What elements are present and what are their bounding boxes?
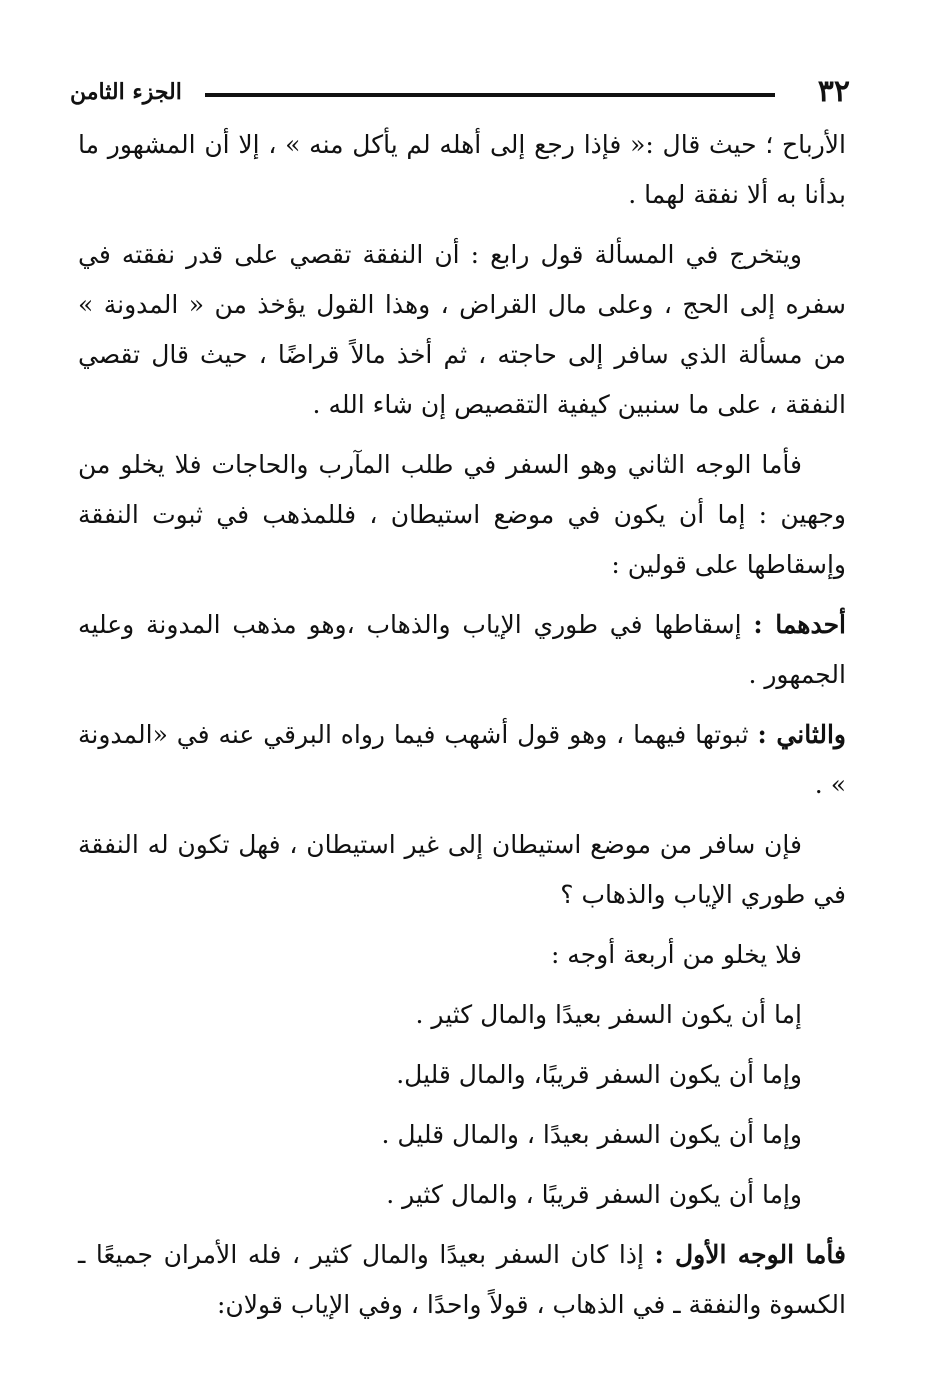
paragraph-text: ثبوتها فيهما ، وهو قول أشهب فيما رواه البرقي عنه في «المدونة » .	[78, 720, 846, 799]
paragraph-text: الأرباح ؛ حيث قال :« فإذا رجع إلى أهله لم يأكل منه » ، إلا أن المشهور ما بدأنا به ألا نفقة لهما .	[78, 130, 846, 209]
paragraph-text: فأما الوجه الثاني وهو السفر في طلب المآرب والحاجات فلا يخلو من وجهين : إما أن يكون في موضع استيطان ، فللمذهب في ثبوت النفقة وإسقاطها على قولين :	[78, 450, 846, 579]
closing-paragraph	[78, 1230, 846, 1330]
case-item: وإما أن يكون السفر قريبًا ، والمال كثير .	[386, 1180, 802, 1209]
paragraph-6	[78, 820, 846, 920]
header-rule	[205, 93, 775, 97]
paragraph-text: ويتخرج في المسألة قول رابع : أن النفقة تقصي على قدر نفقته في سفره إلى الحج ، وعلى مال القراض ، وهذا القول يؤخذ من « المدونة » من مسألة الذي سافر إلى حاجته ، ثم أخذ مالاً قراضًا ، حيث قال تقصي النفقة ، على ما سنبين كيفية التقصيص إن شاء الله .	[78, 240, 846, 419]
paragraph-text: إذا كان السفر بعيدًا والمال كثير ، فله الأمران جميعًا ـ الكسوة والنفقة ـ في الذهاب ، قولاً واحدًا ، وفي الإياب قولان:	[78, 1240, 846, 1319]
paragraph-lead: والثاني :	[757, 720, 847, 749]
paragraph-lead: أحدهما :	[753, 610, 846, 639]
page-body	[78, 120, 846, 1340]
paragraph-5	[78, 710, 846, 810]
paragraph-4	[78, 600, 846, 700]
page-header	[70, 72, 850, 112]
paragraph-2	[78, 230, 846, 430]
paragraph-lead: فأما الوجه الأول :	[654, 1240, 846, 1269]
running-title: الجزء الثامن	[70, 79, 182, 105]
paragraph-3	[78, 440, 846, 590]
case-item: وإما أن يكون السفر بعيدًا ، والمال قليل .	[381, 1120, 802, 1149]
case-item: وإما أن يكون السفر قريبًا، والمال قليل.	[396, 1060, 802, 1089]
page-number: ٣٢	[817, 74, 850, 109]
cases-intro: فلا يخلو من أربعة أوجه :	[550, 940, 802, 969]
paragraph-text: فإن سافر من موضع استيطان إلى غير استيطان ، فهل تكون له النفقة في طوري الإياب والذهاب ؟	[78, 830, 846, 909]
case-item: إما أن يكون السفر بعيدًا والمال كثير .	[415, 1000, 802, 1029]
paragraph-text: إسقاطها في طوري الإياب والذهاب ،وهو مذهب المدونة وعليه الجمهور .	[78, 610, 846, 689]
paragraph-1	[78, 120, 846, 220]
